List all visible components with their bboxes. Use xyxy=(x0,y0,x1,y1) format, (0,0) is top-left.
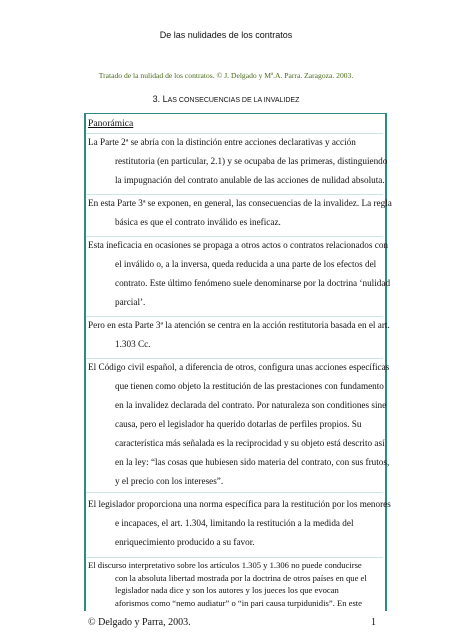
paragraph-7-line-1: El discurso interpretativo sobre los artículos 1.305 y 1.306 no puede conducirse xyxy=(88,560,362,570)
section-number: 3. xyxy=(152,94,163,104)
paragraph-6-line-2: e incapaces, el art. 1.304, limitando la restitución a la medida del xyxy=(115,518,354,528)
paragraph-1-line-3: la impugnación del contrato anulable de las acciones de nulidad absoluta. xyxy=(115,175,385,185)
paragraph-5-line-5: característica más señalada es la reciprocidad y su objeto está descrito así xyxy=(115,438,385,448)
paragraph-3-line-2: el inválido o, a la inversa, queda reducida a una parte de los efectos del xyxy=(115,259,377,269)
paragraph-7-line-3: legislador nada dice y son los autores y los jueces los que evocan xyxy=(115,585,339,595)
running-header: De las nulidades de los contratos xyxy=(159,30,293,40)
paragraph-divider xyxy=(86,133,383,134)
paragraph-3-line-4: parcial’. xyxy=(115,297,146,307)
paragraph-divider xyxy=(86,236,383,237)
paragraph-6-line-1: El legislador proporciona una norma específica para la restitución por los menores xyxy=(88,499,391,509)
paragraph-2-line-1: En esta Parte 3ª se exponen, en general, las consecuencias de la invalidez. La regla xyxy=(88,198,392,208)
paragraph-divider xyxy=(86,358,383,359)
paragraph-divider xyxy=(86,194,383,195)
paragraph-1-line-2: restitutoria (en particular, 2.1) y se ocupaba de las primeras, distinguiendo xyxy=(115,156,388,166)
section-first-letter: L xyxy=(162,94,168,104)
paragraph-2-line-2: básica es que el contrato inválido es ineficaz. xyxy=(115,217,281,227)
paragraph-divider xyxy=(86,316,383,317)
paragraph-6-line-3: enriquecimiento producido a su favor. xyxy=(115,537,255,547)
section-title xyxy=(0,94,452,104)
paragraph-5-line-1: El Código civil español, a diferencia de otros, configura unas acciones específicas xyxy=(88,362,390,372)
paragraph-7-line-2: con la absoluta libertad mostrada por la doctrina de otros países en que el xyxy=(115,572,367,583)
paragraph-1-line-1: La Parte 2ª se abría con la distinción entre acciones declarativas y acción xyxy=(88,137,356,147)
paragraph-5-line-2: que tienen como objeto la restitución de las prestaciones con fundamento xyxy=(115,381,384,391)
subhead: Panorámica xyxy=(88,118,134,129)
paragraph-5-line-4: causa, pero el legislador ha querido dotarlas de perfiles propios. Su xyxy=(115,419,362,429)
source-line: Tratado de la nulidad de los contratos. © J. Delgado y Mª.A. Parra. Zaragoza. 2003. xyxy=(98,71,354,80)
paragraph-4-line-1: Pero en esta Parte 3ª la atención se centra en la acción restitutoria basada en el art. xyxy=(88,320,390,330)
paragraph-divider xyxy=(86,492,383,493)
paragraph-5-line-3: en la invalidez declarada del contrato. Por naturaleza son conditiones sine xyxy=(115,400,387,410)
paragraph-divider xyxy=(86,557,383,558)
paragraph-3-line-3: contrato. Este último fenómeno suele denominarse por la doctrina ‘nulidad xyxy=(115,278,391,288)
paragraph-4-line-2: 1.303 Cc. xyxy=(115,339,151,349)
page-number: 1 xyxy=(371,617,376,628)
paragraph-3-line-1: Esta ineficacia en ocasiones se propaga a otros actos o contratos relacionados con xyxy=(88,240,389,250)
section-title-rest: AS CONSECUENCIAS DE LA INVALIDEZ xyxy=(167,97,300,104)
paragraph-5-line-6: en la ley: “las cosas que hubiesen sido materia del contrato, con sus frutos, xyxy=(115,457,390,467)
footer-copyright: © Delgado y Parra, 2003. xyxy=(88,617,191,628)
paragraph-7-line-4: aforismos como “nemo audiatur” o “in pari causa turpidunidis”. En este xyxy=(115,597,362,608)
paragraph-5-line-7: y el precio con los intereses”. xyxy=(115,476,224,486)
